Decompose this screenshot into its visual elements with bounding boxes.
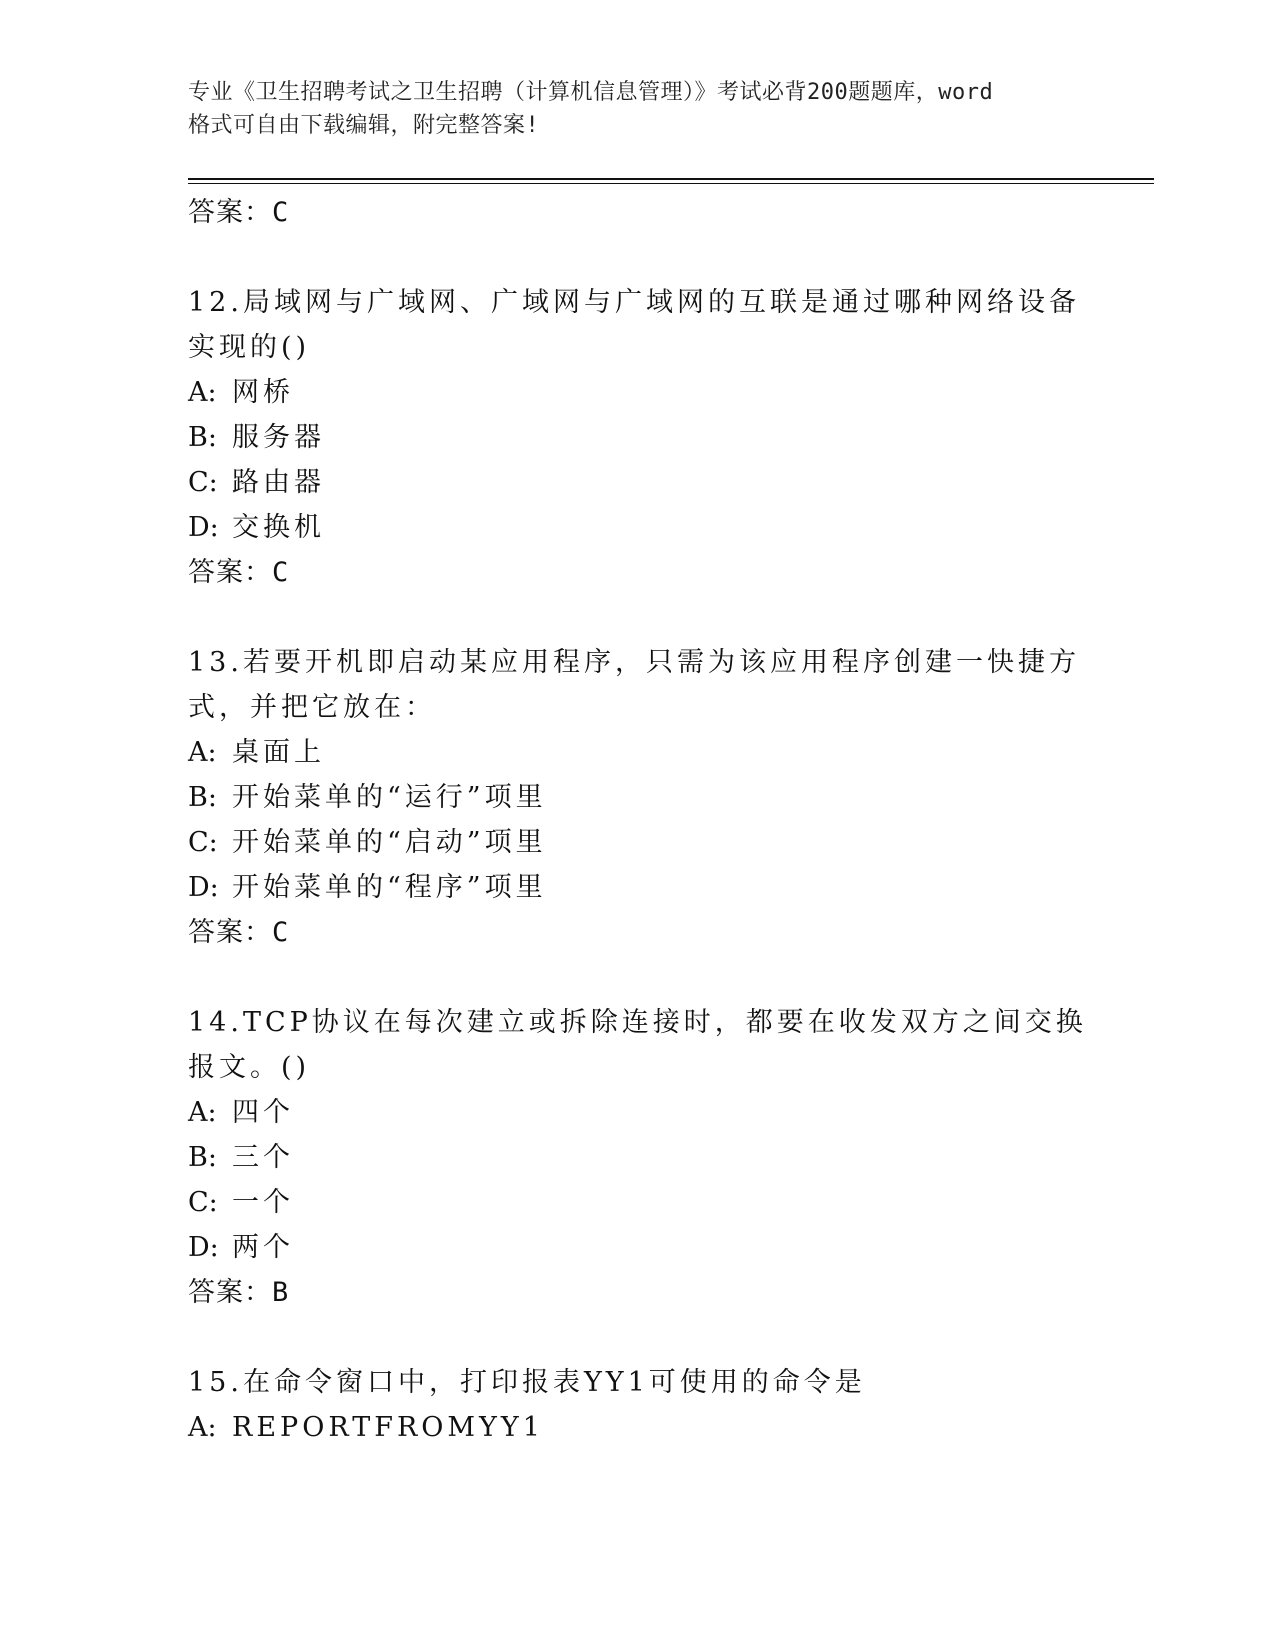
option-letter: A: xyxy=(188,1097,217,1128)
spacer xyxy=(188,596,1088,640)
option-b xyxy=(188,415,1088,460)
option-letter: D: xyxy=(188,1232,219,1263)
question-block xyxy=(188,1360,1088,1450)
option-text: REPORTFROMYY1 xyxy=(232,1412,544,1443)
question-stem: 15.在命令窗口中，打印报表YY1可使用的命令是 xyxy=(188,1367,866,1398)
option-letter: D: xyxy=(188,512,219,543)
option-d xyxy=(188,865,1088,910)
option-letter: C: xyxy=(188,467,218,498)
option-text: 开始菜单的“运行”项里 xyxy=(232,782,547,813)
option-letter: C: xyxy=(188,827,218,858)
option-letter: A: xyxy=(188,377,217,408)
spacer xyxy=(188,1316,1088,1360)
spacer xyxy=(188,956,1088,1000)
option-letter: A: xyxy=(188,737,217,768)
answer-value: C xyxy=(272,557,290,588)
question-stem: 13.若要开机即启动某应用程序，只需为该应用程序创建一快捷方式，并把它放在： xyxy=(188,647,1080,723)
spacer xyxy=(188,236,1088,280)
option-text: 三个 xyxy=(232,1142,294,1173)
document-body xyxy=(188,190,1088,1450)
option-a xyxy=(188,1090,1088,1135)
option-text: 交换机 xyxy=(232,512,325,543)
header-title-line2: 格式可自由下载编辑，附完整答案! xyxy=(188,113,540,138)
option-b xyxy=(188,775,1088,820)
option-letter: B: xyxy=(188,782,217,813)
option-letter: B: xyxy=(188,1142,217,1173)
option-a xyxy=(188,730,1088,775)
answer-value: C xyxy=(272,197,290,228)
answer-prefix: 答案： xyxy=(188,917,272,948)
option-letter: A: xyxy=(188,1412,217,1443)
option-letter: B: xyxy=(188,422,217,453)
answer-prefix: 答案： xyxy=(188,1277,272,1308)
option-c xyxy=(188,820,1088,865)
option-c xyxy=(188,1180,1088,1225)
option-text: 四个 xyxy=(232,1097,294,1128)
header-rule-thin xyxy=(188,183,1154,184)
answer-value: B xyxy=(272,1277,290,1308)
answer-line xyxy=(188,190,1088,236)
answer-line xyxy=(188,550,1088,596)
option-d xyxy=(188,1225,1088,1270)
option-a xyxy=(188,370,1088,415)
answer-prefix: 答案： xyxy=(188,557,272,588)
option-c xyxy=(188,460,1088,505)
question-block xyxy=(188,640,1088,956)
answer-prefix: 答案： xyxy=(188,197,272,228)
question-stem: 12.局域网与广域网、广域网与广域网的互联是通过哪种网络设备实现的() xyxy=(188,287,1080,363)
option-b xyxy=(188,1135,1088,1180)
option-text: 一个 xyxy=(232,1187,294,1218)
option-text: 开始菜单的“程序”项里 xyxy=(232,872,547,903)
question-block xyxy=(188,1000,1088,1316)
option-text: 桌面上 xyxy=(232,737,325,768)
answer-line xyxy=(188,1270,1088,1316)
answer-line xyxy=(188,910,1088,956)
option-letter: D: xyxy=(188,872,219,903)
option-letter: C: xyxy=(188,1187,218,1218)
option-text: 开始菜单的“启动”项里 xyxy=(232,827,547,858)
option-text: 网桥 xyxy=(232,377,294,408)
question-block xyxy=(188,280,1088,596)
answer-value: C xyxy=(272,917,290,948)
option-text: 两个 xyxy=(232,1232,294,1263)
option-text: 服务器 xyxy=(232,422,325,453)
header-title-line1: 专业《卫生招聘考试之卫生招聘（计算机信息管理）》考试必背200题题库，word xyxy=(188,80,994,105)
document-header xyxy=(188,76,1088,142)
option-text: 路由器 xyxy=(232,467,325,498)
option-a xyxy=(188,1405,1088,1450)
question-stem: 14.TCP协议在每次建立或拆除连接时，都要在收发双方之间交换报文。() xyxy=(188,1007,1087,1083)
header-rule-thick xyxy=(188,178,1154,180)
option-d xyxy=(188,505,1088,550)
